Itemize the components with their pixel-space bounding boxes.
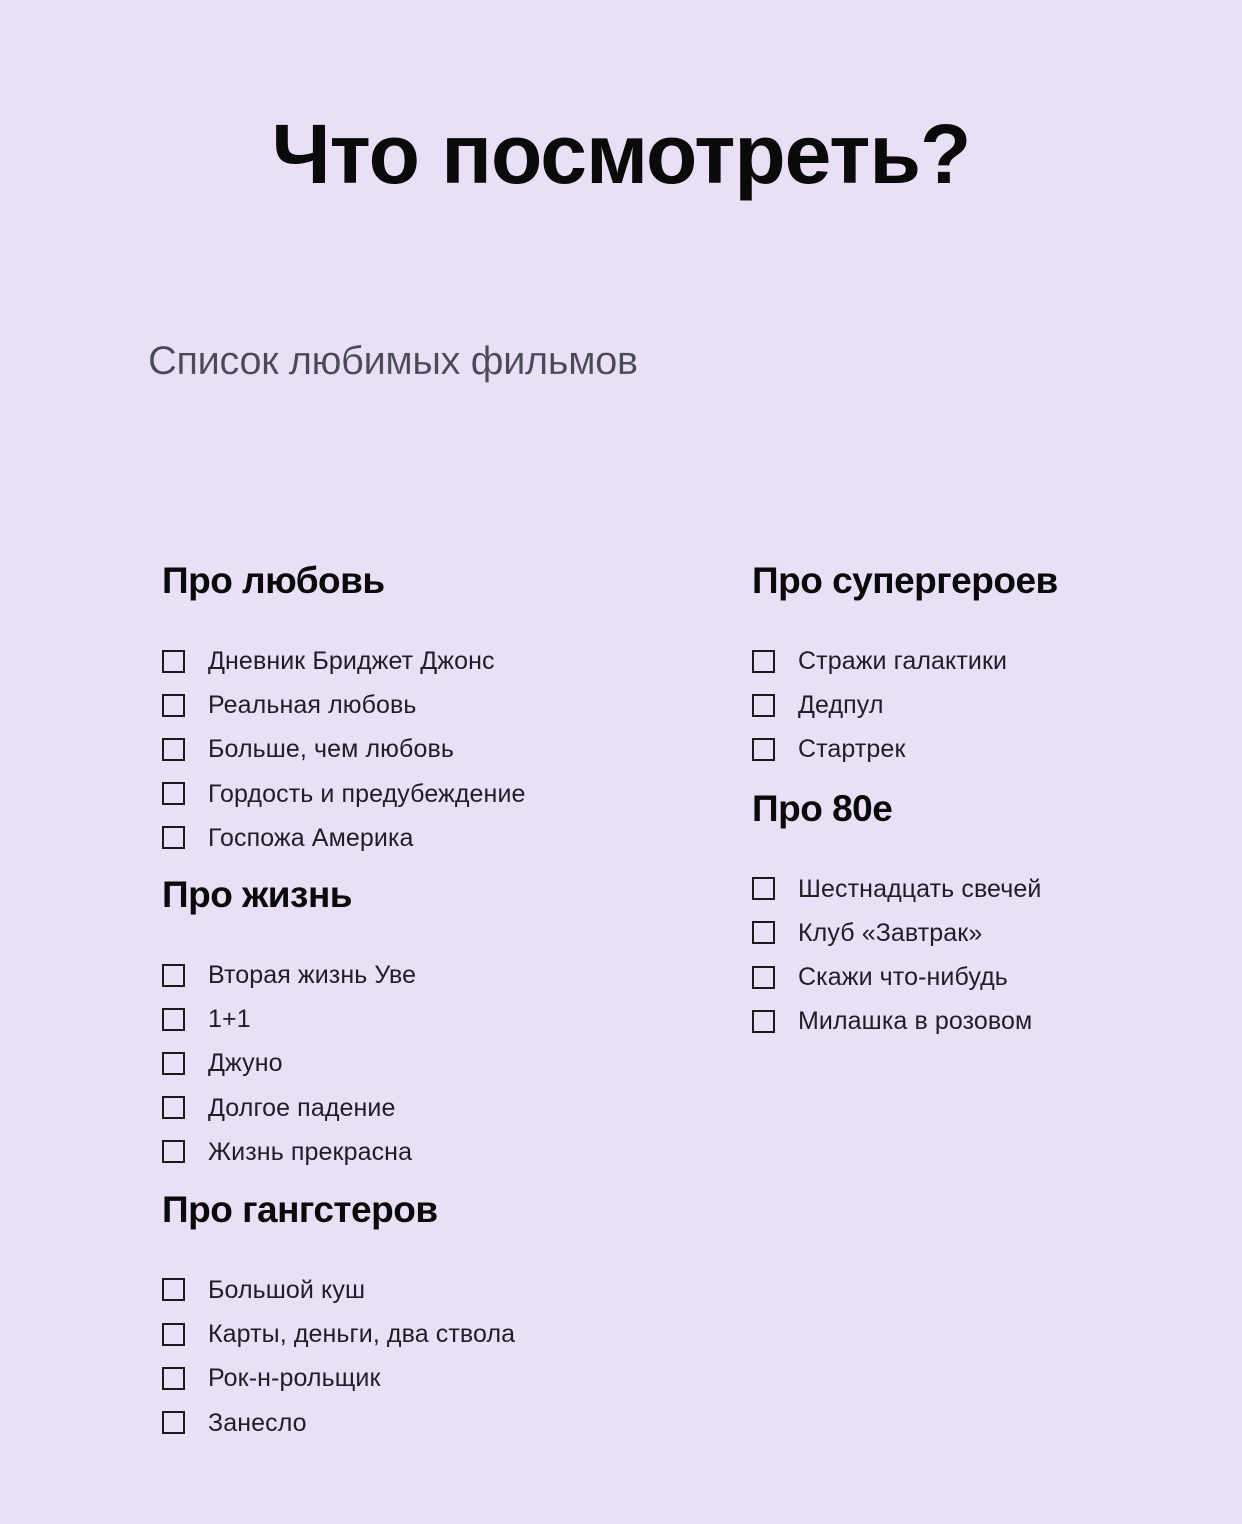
movie-list	[162, 639, 526, 860]
section-title: Про 80е	[752, 787, 893, 829]
movie-title: Стартрек	[798, 735, 906, 764]
page-subtitle: Список любимых фильмов	[148, 339, 638, 383]
checkbox[interactable]	[162, 1096, 185, 1119]
checkbox[interactable]	[752, 1010, 775, 1033]
list-item[interactable]	[752, 639, 1058, 683]
movie-title: Жизнь прекрасна	[208, 1137, 413, 1166]
movie-title: Дневник Бриджет Джонс	[208, 647, 495, 676]
checkbox[interactable]	[752, 650, 775, 673]
checkbox[interactable]	[162, 1323, 185, 1346]
list-item[interactable]	[752, 867, 1058, 911]
list-item[interactable]	[162, 772, 526, 816]
movie-title: 1+1	[208, 1005, 251, 1034]
section-life	[162, 870, 526, 1174]
checkbox[interactable]	[752, 738, 775, 761]
checkbox[interactable]	[162, 694, 185, 717]
checkbox[interactable]	[162, 964, 185, 987]
section-love	[162, 556, 526, 860]
checkbox[interactable]	[752, 694, 775, 717]
checkbox[interactable]	[162, 1008, 185, 1031]
movie-title: Гордость и предубеждение	[208, 779, 526, 808]
section-gangsters	[162, 1185, 526, 1445]
checkbox[interactable]	[162, 1140, 185, 1163]
section-title: Про гангстеров	[162, 1188, 438, 1230]
checkbox[interactable]	[162, 1411, 185, 1434]
movie-list	[162, 1268, 526, 1445]
list-item[interactable]	[162, 816, 526, 860]
movie-title: Больше, чем любовь	[208, 735, 454, 764]
list-item[interactable]	[162, 1312, 526, 1356]
checkbox[interactable]	[162, 826, 185, 849]
list-item[interactable]	[162, 1086, 526, 1130]
list-item[interactable]	[752, 683, 1058, 727]
list-item[interactable]	[752, 727, 1058, 771]
section-superheroes	[752, 556, 1058, 772]
movie-list	[752, 639, 1058, 772]
movie-title: Дедпул	[798, 691, 884, 720]
checkbox[interactable]	[752, 877, 775, 900]
movie-title: Реальная любовь	[208, 691, 417, 720]
list-item[interactable]	[162, 1400, 526, 1444]
movie-list	[752, 867, 1058, 1044]
movie-title: Стражи галактики	[798, 647, 1008, 676]
checkbox[interactable]	[162, 650, 185, 673]
list-item[interactable]	[752, 999, 1058, 1043]
left-column	[162, 556, 526, 1445]
section-title: Про супергероев	[752, 560, 1058, 601]
list-item[interactable]	[162, 683, 526, 727]
list-item[interactable]	[162, 1356, 526, 1400]
list-item[interactable]	[752, 911, 1058, 955]
section-eighties	[752, 784, 1058, 1044]
movie-title: Шестнадцать свечей	[798, 874, 1042, 903]
list-item[interactable]	[162, 1041, 526, 1085]
movie-title: Клуб «Завтрак»	[798, 918, 983, 947]
list-item[interactable]	[162, 997, 526, 1041]
movie-title: Госпожа Америка	[208, 823, 414, 852]
movie-title: Скажи что-нибудь	[798, 963, 1008, 992]
checkbox[interactable]	[162, 782, 185, 805]
checkbox[interactable]	[752, 966, 775, 989]
movie-title: Рок-н-рольщик	[208, 1364, 381, 1393]
checkbox[interactable]	[162, 1278, 185, 1301]
movie-title: Долгое падение	[208, 1093, 396, 1122]
movie-title: Джуно	[208, 1049, 283, 1078]
checkbox[interactable]	[162, 738, 185, 761]
movie-title: Вторая жизнь Уве	[208, 961, 417, 990]
checkbox[interactable]	[162, 1367, 185, 1390]
movie-title: Милашка в розовом	[798, 1007, 1033, 1036]
list-item[interactable]	[162, 1268, 526, 1312]
movie-title: Большой куш	[208, 1275, 366, 1304]
section-title: Про жизнь	[162, 873, 353, 915]
list-item[interactable]	[162, 953, 526, 997]
checkbox[interactable]	[752, 921, 775, 944]
checkbox[interactable]	[162, 1052, 185, 1075]
list-item[interactable]	[162, 639, 526, 683]
movie-title: Занесло	[208, 1408, 307, 1437]
list-item[interactable]	[162, 1130, 526, 1174]
list-item[interactable]	[752, 955, 1058, 999]
right-column	[752, 556, 1058, 1043]
list-item[interactable]	[162, 727, 526, 771]
movie-title: Карты, деньги, два ствола	[208, 1320, 516, 1349]
movie-list	[162, 953, 526, 1174]
section-title: Про любовь	[162, 560, 385, 601]
page-title: Что посмотреть?	[271, 107, 971, 202]
